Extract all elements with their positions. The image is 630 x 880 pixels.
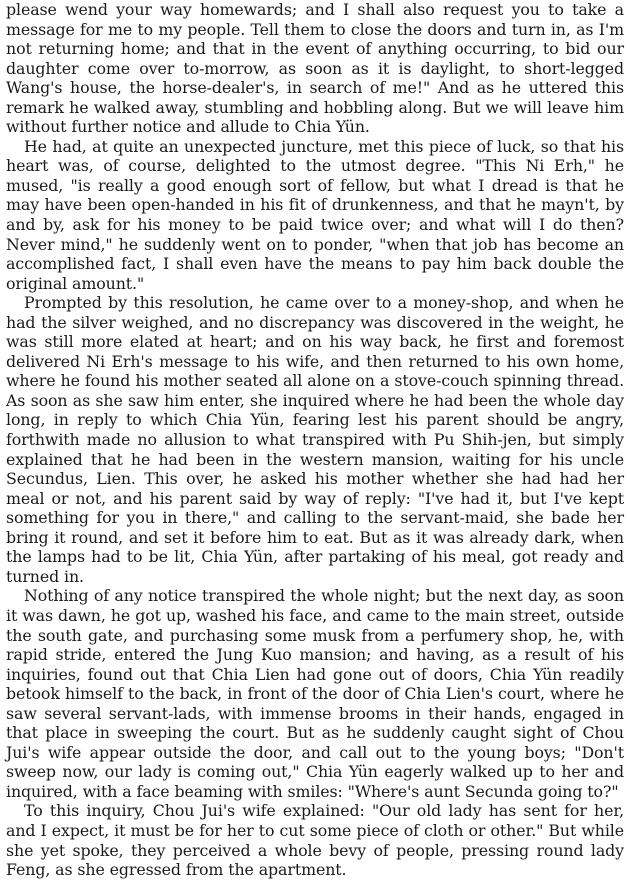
paragraph: To this inquiry, Chou Jui's wife explained: "Our old lady has sent for her, and I expect, it must be for her to cut some piece of cloth or other." But while she yet spoke, they perceived a whole bevy of people, pressing round lady Feng, as she egressed from the apartment. (6, 801, 624, 880)
paragraph: Prompted by this resolution, he came over to a money-shop, and when he had the silver weighed, and no discrepancy was discovered in the weight, he was still more elated at heart; and on his way back, he first and foremost delivered Ni Erh's message to his wife, and then returned to his own home, where he found his mother seated all alone on a stove-couch spinning thread. As soon as she saw him enter, she inquired where he had been the whole day long, in reply to which Chia Yün, fearing lest his parent should be angry, forthwith made no allusion to what transpired with Pu Shih-jen, but simply explained that he had been in the western mansion, waiting for his uncle Secundus, Lien. This over, he asked his mother whether she had had her meal or not, and his parent said by way of reply: "I've had it, but I've kept something for you in there," and calling to the servant-maid, she bade her bring it round, and set it before him to eat. But as it was already dark, when the lamps had to be lit, Chia Yün, after partaking of his meal, got ready and turned in. (6, 293, 624, 586)
paragraph: He had, at quite an unexpected juncture, met this piece of luck, so that his heart was, of course, delighted to the utmost degree. "This Ni Erh," he mused, "is really a good enough sort of fellow, but what I dread is that he may have been open-handed in his fit of drunkenness, and that he mayn't, by and by, ask for his money to be paid twice over; and what will I do then? Never mind," he suddenly went on to ponder, "when that job has become an accomplished fact, I shall even have the means to pay him back double the original amount." (6, 136, 624, 293)
paragraph: Nothing of any notice transpired the whole night; but the next day, as soon it was dawn, he got up, washed his face, and came to the main street, outside the south gate, and purchasing some musk from a perfumery shop, he, with rapid stride, entered the Jung Kuo mansion; and having, as a result of his inquiries, found out that Chia Lien had gone out of doors, Chia Yün readily betook himself to the back, in front of the door of Chia Lien's court, where he saw several servant-lads, with immense brooms in their hands, engaged in that place in sweeping the court. But as he suddenly caught sight of Chou Jui's wife appear outside the door, and call out to the young boys; "Don't sweep now, our lady is coming out," Chia Yün eagerly walked up to her and inquired, with a face beaming with smiles: "Where's aunt Secunda going to?" (6, 586, 624, 801)
paragraph-continuation: please wend your way homewards; and I shall also request you to take a message for me to my people. Tell them to close the doors and turn in, as I'm not returning home; and that in the event of anything occurring, to bid our daughter come over to-morrow, as soon as it is daylight, to short-legged Wang's house, the horse-dealer's, in search of me!" And as he uttered this remark he walked away, stumbling and hobbling along. But we will leave him without further notice and allude to Chia Yün. (6, 0, 624, 137)
